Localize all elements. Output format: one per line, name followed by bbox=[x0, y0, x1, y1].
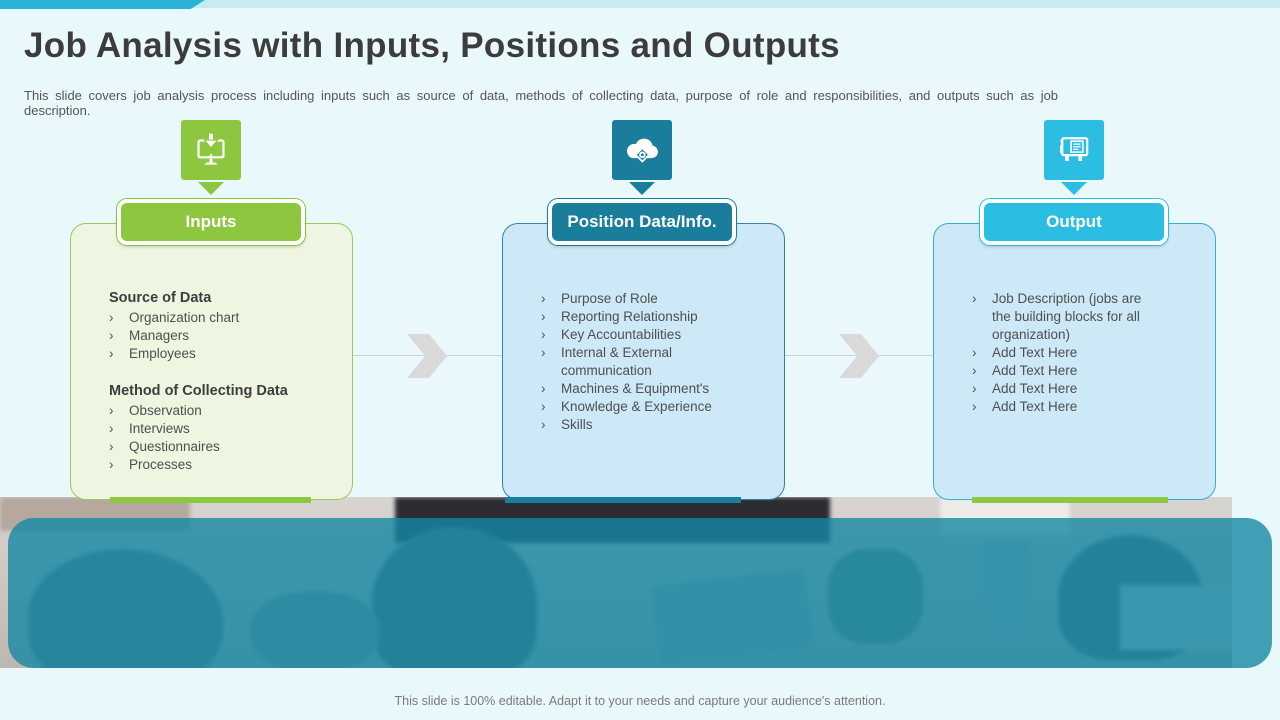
bullet-icon: › bbox=[541, 381, 546, 396]
bullet-icon: › bbox=[972, 345, 977, 360]
output-header bbox=[980, 199, 1168, 245]
download-monitor-icon bbox=[181, 120, 241, 180]
cloud-gear-icon bbox=[612, 120, 672, 180]
group-heading: Method of Collecting Data bbox=[109, 383, 288, 399]
inputs-underline-bar bbox=[110, 497, 311, 503]
pointer-triangle bbox=[1061, 182, 1087, 195]
flow-arrow-icon bbox=[839, 334, 879, 378]
pointer-triangle bbox=[198, 182, 224, 195]
footer-note: This slide is 100% editable. Adapt it to your needs and capture your audience's attention. bbox=[394, 694, 886, 708]
bullet-icon: › bbox=[109, 328, 114, 343]
bullet-icon: › bbox=[109, 310, 114, 325]
list-item bbox=[109, 402, 332, 420]
position-header bbox=[548, 199, 736, 245]
list-item-text: Add Text Here bbox=[992, 345, 1078, 360]
bullet-icon: › bbox=[541, 309, 546, 324]
list-item bbox=[541, 398, 764, 416]
list-item-text: Purpose of Role bbox=[561, 291, 658, 306]
list-item-text: Internal & External communication bbox=[561, 345, 673, 378]
bullet-icon: › bbox=[972, 291, 977, 306]
list-item bbox=[541, 290, 764, 308]
teal-overlay-panel bbox=[8, 518, 1272, 668]
position-header-label: Position Data/Info. bbox=[567, 212, 717, 231]
presentation-board-icon bbox=[1044, 120, 1104, 180]
position-underline-bar bbox=[505, 497, 741, 503]
list-item-text: Interviews bbox=[129, 421, 190, 436]
bullet-icon: › bbox=[972, 381, 977, 396]
list-item bbox=[109, 438, 332, 456]
list-item bbox=[972, 380, 1195, 398]
bullet-icon: › bbox=[109, 439, 114, 454]
bullet-icon: › bbox=[972, 399, 977, 414]
inputs-header bbox=[117, 199, 305, 245]
list-item bbox=[109, 309, 332, 327]
pointer-triangle bbox=[629, 182, 655, 195]
list-item bbox=[109, 345, 332, 363]
bullet-icon: › bbox=[541, 399, 546, 414]
list-item-text: Machines & Equipment's bbox=[561, 381, 710, 396]
bullet-icon: › bbox=[541, 417, 546, 432]
list-item-text: Employees bbox=[129, 346, 196, 361]
top-accent-bar-dark bbox=[0, 0, 205, 9]
position-box bbox=[502, 223, 785, 500]
output-underline-bar bbox=[972, 497, 1168, 503]
group-heading: Source of Data bbox=[109, 290, 212, 306]
list-item-text: Reporting Relationship bbox=[561, 309, 698, 324]
bullet-icon: › bbox=[541, 327, 546, 342]
list-item bbox=[541, 326, 764, 344]
flow-arrow-icon bbox=[407, 334, 447, 378]
list-item bbox=[109, 456, 332, 474]
list-item bbox=[541, 416, 764, 434]
list-item bbox=[972, 344, 1195, 362]
page-subtitle: This slide covers job analysis process including inputs such as source of data, methods of collecting data, purpose of role and responsibilities, and outputs such as job description. bbox=[24, 88, 1059, 118]
list-item-text: Job Description (jobs are the building blocks for all organization) bbox=[992, 291, 1142, 342]
output-header-label: Output bbox=[1046, 212, 1102, 231]
list-item-text: Knowledge & Experience bbox=[561, 399, 712, 414]
list-item bbox=[541, 380, 764, 398]
list-item-text: Processes bbox=[129, 457, 193, 472]
bullet-icon: › bbox=[109, 421, 114, 436]
list-item-text: Managers bbox=[129, 328, 190, 343]
list-item-text: Add Text Here bbox=[992, 363, 1078, 378]
list-item bbox=[972, 398, 1195, 416]
list-item-text: Key Accountabilities bbox=[561, 327, 682, 342]
bullet-icon: › bbox=[972, 363, 977, 378]
list-item-text: Organization chart bbox=[129, 310, 240, 325]
bullet-icon: › bbox=[109, 457, 114, 472]
list-item-text: Observation bbox=[129, 403, 202, 418]
output-box bbox=[933, 223, 1216, 500]
inputs-group-source bbox=[109, 290, 332, 363]
office-photo-strip bbox=[0, 497, 1280, 676]
list-item bbox=[109, 327, 332, 345]
list-item-text: Add Text Here bbox=[992, 381, 1078, 396]
list-item bbox=[541, 308, 764, 326]
bullet-icon: › bbox=[109, 346, 114, 361]
list-item bbox=[109, 420, 332, 438]
list-item bbox=[972, 290, 1195, 344]
page-title: Job Analysis with Inputs, Positions and Outputs bbox=[24, 26, 840, 65]
list-item bbox=[541, 344, 764, 380]
inputs-header-label: Inputs bbox=[185, 212, 237, 231]
inputs-group-method bbox=[109, 383, 332, 474]
list-item bbox=[972, 362, 1195, 380]
bullet-icon: › bbox=[541, 291, 546, 306]
list-item-text: Add Text Here bbox=[992, 399, 1078, 414]
bullet-icon: › bbox=[541, 345, 546, 360]
list-item-text: Questionnaires bbox=[129, 439, 220, 454]
list-item-text: Skills bbox=[561, 417, 593, 432]
bullet-icon: › bbox=[109, 403, 114, 418]
inputs-box bbox=[70, 223, 353, 500]
